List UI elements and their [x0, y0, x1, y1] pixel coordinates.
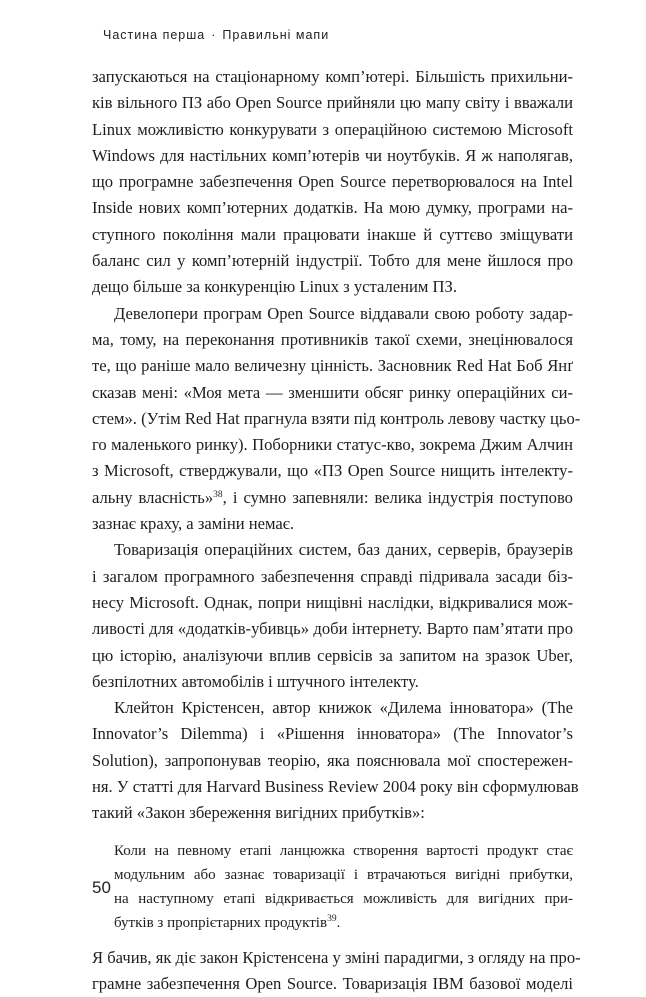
quote-last-text: бутків з пропрієтарних продуктів [114, 914, 328, 931]
text-line: Solution), запропонував теорію, яка пояснювала мої спостережен- [92, 750, 573, 770]
quote-last-rest: . [336, 914, 341, 931]
text-line: Windows для настільних комп’ютерів чи ноутбуків. Я ж наполягав, [92, 145, 573, 165]
paragraph-1 [92, 64, 573, 301]
text-line: стем». (Утім Red Hat прагнула взяти під контроль левову частку цьо- [92, 408, 581, 428]
paragraph-5 [92, 945, 581, 997]
text-line: цю історію, аналізуючи вплив сервісів за запитом на зразок Uber, [92, 645, 573, 665]
text-line: Девелопери програм Open Source віддавали свою роботу задар- [114, 303, 573, 323]
text-line: сказав мені: «Моя мета — зменшити обсяг ринку операційних си- [92, 382, 573, 402]
footnote-marker-38[interactable]: 38 [213, 489, 223, 500]
text-line: що програмне забезпечення Open Source перетворювалося на Intel [92, 172, 573, 192]
paragraph-3 [92, 537, 573, 695]
text-line: ня. У статті для Harvard Business Review 2004 року він сформулював [92, 777, 579, 797]
text-line: Я бачив, як діє закон Крістенсена у зміні парадигми, з огляду на про- [92, 947, 581, 967]
quote-line: Коли на певному етапі ланцюжка створення вартості продукт стає [114, 842, 573, 859]
block-quote [92, 839, 573, 935]
footnote-marker-39[interactable]: 39 [327, 913, 337, 924]
text-line: запускаються на стаціонарному комп’ютері. Більшість прихильни- [92, 67, 573, 86]
text-line: ма, тому, на переконання противників такої схеми, знецінювалося [92, 329, 573, 349]
text-line: безпілотних автомобілів і штучного інтелекту. [92, 671, 419, 691]
text-line: Innovator’s Dilemma) і «Рішення інноватора» (The Innovator’s [92, 724, 573, 744]
text-line: грамне забезпечення Open Source. Товаризація IBM базової моделі [92, 973, 573, 993]
footnote-line-rest: , і сумно запевняли: велика індустрія поступово [222, 487, 573, 507]
text-line: ків вільного ПЗ або Open Source прийняли цю мапу світу і вважали [92, 93, 573, 113]
running-head [103, 28, 329, 42]
text-line: те, що раніше мало величезну цінність. Засновник Red Hat Боб Янґ [92, 356, 573, 376]
text-line: Inside нових комп’ютерних додатків. На мою думку, програми на- [92, 198, 573, 218]
main-text [92, 64, 581, 997]
text-line: такий «Закон збереження вигідних прибутків»: [92, 803, 425, 823]
text-line: зазнає краху, а заміни немає. [92, 514, 295, 534]
running-head-separator: · [211, 28, 217, 42]
text-line: ливості для «додатків-убивць» доби інтернету. Варто пам’ятати про [92, 619, 573, 639]
text-line: Linux можливістю конкурувати з операційною системою Microsoft [92, 119, 573, 139]
running-head-part: Частина перша [103, 28, 206, 42]
text-line: Клейтон Крістенсен, автор книжок «Дилема інноватора» (The [114, 698, 573, 718]
text-line: Товаризація операційних систем, баз даних, серверів, браузерів [114, 540, 573, 560]
quote-line: на наступному етапі відкривається можливість для вигідних при- [114, 890, 573, 907]
text-line: баланс сил у комп’ютерній індустрії. Тобто для мене йшлося про [92, 251, 573, 271]
text-line-with-footnote [92, 485, 573, 511]
footnote-line-text: альну власність» [92, 487, 214, 507]
paragraph-4 [92, 695, 579, 826]
text-line: го маленького ринку). Поборники статус-кво, зокрема Джим Алчин [92, 435, 573, 455]
text-line: і загалом програмного забезпечення справді підривала засади біз- [92, 566, 573, 586]
text-line: дещо більше за конкуренцію Linux з усталеним ПЗ. [92, 277, 458, 297]
text-line: несу Microsoft. Однак, попри нищівні наслідки, відкривалися мож- [92, 592, 573, 612]
quote-line-with-footnote [114, 911, 573, 935]
text-line: ступного покоління мали працювати інакше й суттєво зміщувати [92, 224, 573, 244]
paragraph-2 [92, 301, 581, 538]
page-number: 50 [92, 878, 111, 897]
running-head-chapter: Правильні мапи [222, 28, 330, 42]
quote-line: модульним або зазнає товаризації і втрачаються вигідні прибутки, [114, 866, 573, 883]
text-line: з Microsoft, стверджували, що «ПЗ Open Source нищить інтелекту- [92, 461, 573, 481]
